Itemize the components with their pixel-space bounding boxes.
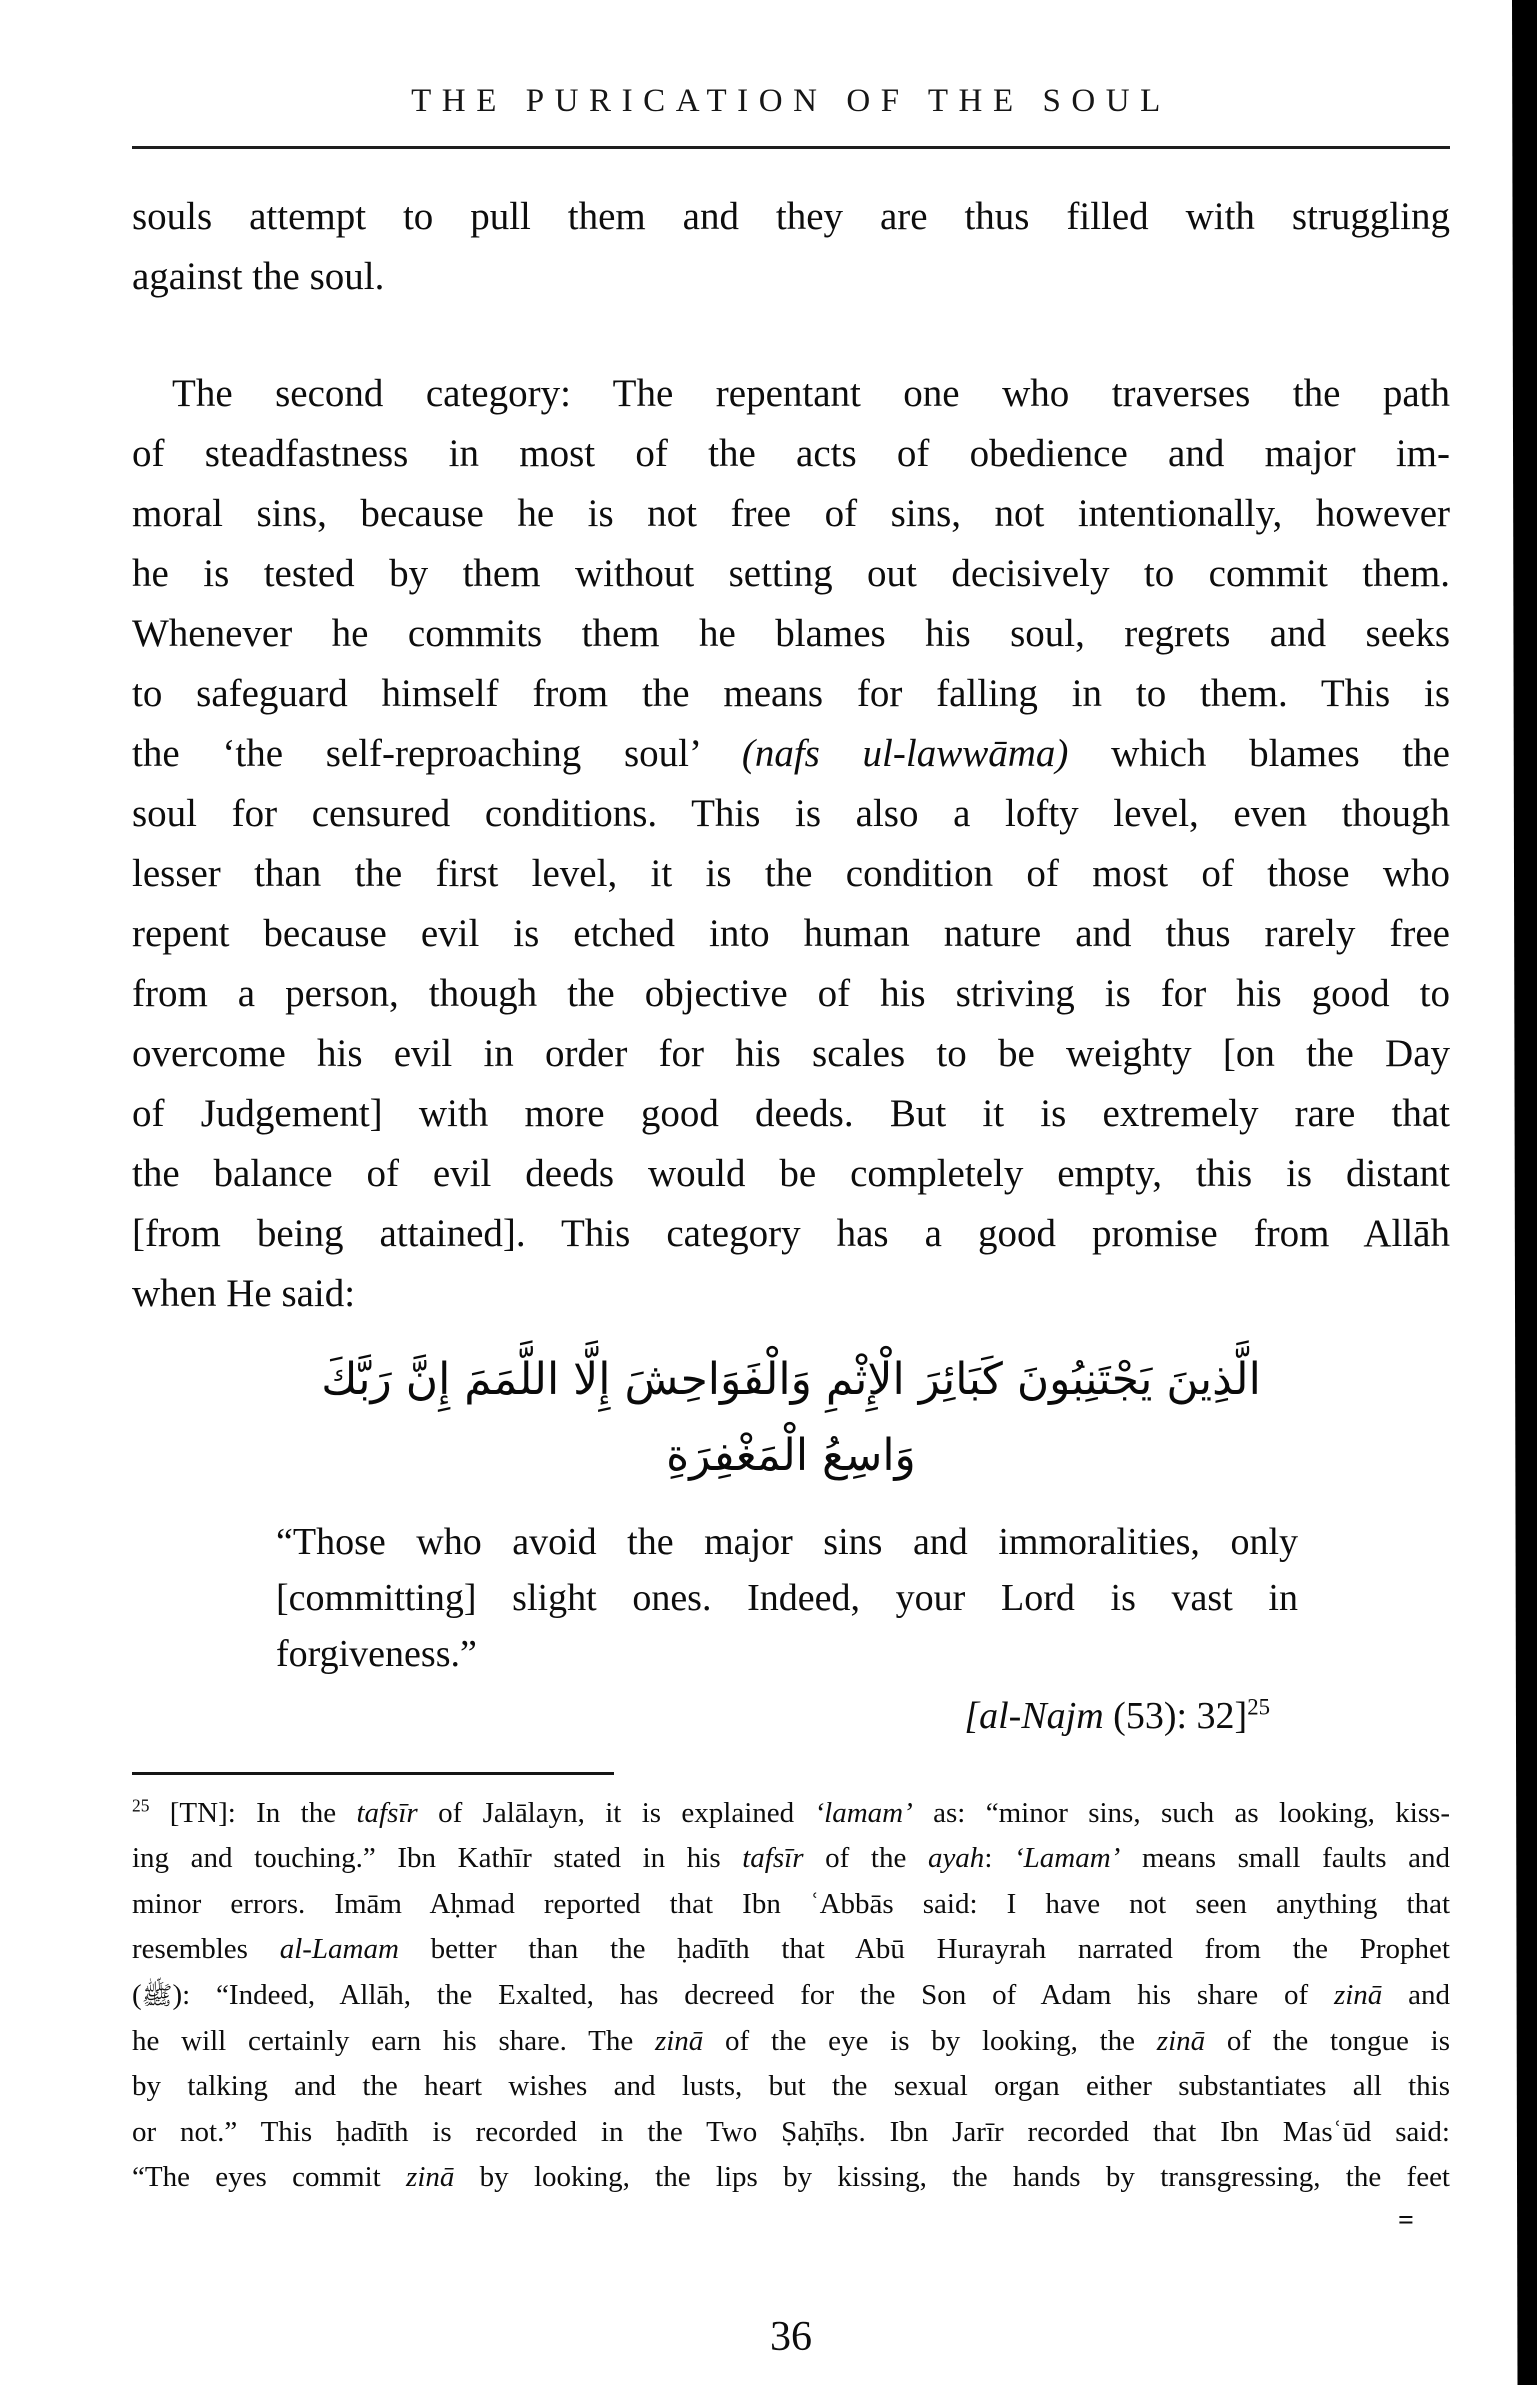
text-segment: of the tongue is xyxy=(1205,2025,1451,2058)
text-segment: tafsīr xyxy=(356,1797,418,1829)
text-segment: means small faults and xyxy=(1120,1842,1450,1875)
text-segment: of Judgement] with more good deeds. But it is extremely rare that xyxy=(132,1092,1450,1135)
text-segment: the balance of evil deeds would be completely empty, this is distant xyxy=(132,1152,1450,1195)
text-segment: the ‘the self-reproaching soul’ xyxy=(132,732,742,775)
text-segment: as: “minor sins, such as looking, kiss- xyxy=(912,1797,1451,1829)
text-line xyxy=(276,1514,1298,1570)
footnote-divider xyxy=(132,1772,614,1775)
text-segment: zinā xyxy=(654,2025,704,2058)
text-line xyxy=(132,1264,1450,1324)
text-segment: which blames the xyxy=(1068,732,1450,775)
text-segment: better than the ḥadīth that Abū Hurayrah narrated from the Prophet xyxy=(398,1933,1450,1966)
text-line xyxy=(276,1626,1298,1682)
text-segment: repent because evil is etched into human nature and thus rarely free xyxy=(132,912,1450,955)
text-segment: and xyxy=(1382,1978,1450,2011)
text-segment: (53): 32] xyxy=(1103,1695,1248,1737)
text-line xyxy=(132,1973,1450,2019)
text-segment: of steadfastness in most of the acts of obedience and major im- xyxy=(132,432,1450,475)
text-segment: he is tested by them without setting out decisively to commit them. xyxy=(132,552,1450,595)
text-segment: Whenever he commits them he blames his soul, regrets and seeks xyxy=(132,612,1450,655)
sallallahu-alayhi-wasallam-glyph: ﷺ xyxy=(141,1980,173,2011)
running-header: THE PURICATION OF THE SOUL xyxy=(411,83,1171,119)
verse-citation xyxy=(132,1688,1450,1744)
arabic-line-1: الَّذِينَ يَجْتَنِبُونَ كَبَائِرَ الْإِثْمِ وَالْفَوَاحِشَ إِلَّا اللَّمَمَ إِنَّ رَبَّكَ xyxy=(321,1354,1261,1405)
text-segment: 25 xyxy=(132,1795,150,1816)
text-line xyxy=(132,664,1450,724)
text-line xyxy=(132,604,1450,664)
text-segment: moral sins, because he is not free of sins, not intentionally, however xyxy=(132,492,1450,535)
text-segment: of Jalālayn, it is explained xyxy=(417,1797,815,1829)
text-line xyxy=(132,2110,1450,2155)
text-line xyxy=(132,1024,1450,1084)
text-segment: ayah xyxy=(927,1842,985,1875)
text-segment: to safeguard himself from the means for falling in to them. This is xyxy=(132,672,1450,715)
text-line xyxy=(132,964,1450,1024)
text-segment: lesser than the first level, it is the condition of most of those who xyxy=(132,852,1450,895)
text-line xyxy=(132,1144,1450,1204)
text-line xyxy=(132,1882,1450,1927)
text-segment: against the soul. xyxy=(132,255,385,298)
text-segment: ing and touching.” Ibn Kathīr stated in his xyxy=(132,1842,743,1875)
text-segment: overcome his evil in order for his scales to be weighty [on the Day xyxy=(132,1032,1450,1075)
text-line xyxy=(132,904,1450,964)
verse-translation xyxy=(132,1514,1450,1682)
text-segment: of the eye is by looking, the xyxy=(703,2025,1157,2058)
quran-verse-arabic xyxy=(132,1342,1450,1494)
text-line xyxy=(132,1204,1450,1264)
text-segment: soul for censured conditions. This is also a lofty level, even though xyxy=(132,792,1450,835)
text-line xyxy=(132,1927,1450,1972)
text-line xyxy=(132,1836,1450,1881)
text-segment: : xyxy=(984,1842,1014,1875)
text-line xyxy=(132,364,1450,424)
text-line xyxy=(132,187,1450,247)
text-line xyxy=(132,1084,1450,1144)
text-line xyxy=(132,2064,1450,2109)
scan-edge-artifact xyxy=(1512,0,1537,2385)
text-segment: souls attempt to pull them and they are thus filled with struggling xyxy=(132,195,1450,238)
text-segment: ‘Lamam’ xyxy=(1013,1842,1121,1875)
text-segment: ‘lamam’ xyxy=(814,1797,913,1829)
text-segment: by talking and the heart wishes and lusts, but the sexual organ either substantiates all this xyxy=(132,2070,1450,2103)
text-segment: zinā xyxy=(406,2161,455,2194)
text-line xyxy=(132,484,1450,544)
text-segment: ): “Indeed, Allāh, the Exalted, has decreed for the Son of Adam his share of xyxy=(172,1978,1334,2011)
text-segment: zinā xyxy=(1156,2025,1206,2058)
page-number: 36 xyxy=(770,2313,812,2360)
text-segment: from a person, though the objective of his striving is for his good to xyxy=(132,972,1450,1015)
text-segment: “Those who avoid the major sins and immoralities, only xyxy=(276,1521,1298,1563)
text-segment: or not.” This ḥadīth is recorded in the Two Ṣaḥīḥs. Ibn Jarīr recorded that Ibn Masʿūd said: xyxy=(132,2115,1450,2148)
text-line xyxy=(132,424,1450,484)
text-segment: [committing] slight ones. Indeed, your Lord is vast in xyxy=(276,1577,1298,1619)
text-segment: minor errors. Imām Aḥmad reported that Ibn ʿAbbās said: I have not seen anything that xyxy=(132,1887,1450,1920)
text-segment: 25 xyxy=(1247,1694,1270,1720)
header-rule xyxy=(132,146,1450,149)
text-segment: zinā xyxy=(1333,1978,1383,2011)
text-segment: tafsīr xyxy=(742,1842,804,1875)
text-segment: when He said: xyxy=(132,1272,356,1315)
text-segment: resembles xyxy=(132,1933,280,1966)
paragraph-one xyxy=(132,187,1450,307)
text-line xyxy=(276,1570,1298,1626)
text-segment: “The eyes commit xyxy=(132,2161,407,2194)
text-segment: (nafs ul-lawwāma) xyxy=(741,732,1069,775)
text-segment: of the xyxy=(803,1842,928,1875)
footnote-continuation-mark: = xyxy=(1398,2204,1414,2236)
text-segment: he will certainly earn his share. The xyxy=(132,2025,655,2058)
text-line xyxy=(132,1791,1450,1836)
text-segment: by looking, the lips by kissing, the hands by transgressing, the feet xyxy=(454,2161,1450,2194)
text-line xyxy=(132,2019,1450,2064)
paragraph-two xyxy=(132,364,1450,1324)
text-line xyxy=(132,247,1450,307)
text-segment: [TN]: In the xyxy=(149,1797,357,1829)
text-segment: [from being attained]. This category has a good promise from Allāh xyxy=(132,1212,1450,1255)
arabic-line-2: وَاسِعُ الْمَغْفِرَةِ xyxy=(666,1430,916,1481)
text-line xyxy=(132,724,1450,784)
text-segment: The second category: The repentant one who traverses the path xyxy=(172,372,1450,415)
text-segment: ( xyxy=(132,1978,142,2011)
page-content xyxy=(132,0,1450,2361)
text-line xyxy=(132,844,1450,904)
text-line xyxy=(132,544,1450,604)
text-segment: al-Lamam xyxy=(279,1933,399,1966)
footnote-25 xyxy=(132,1791,1450,2201)
text-line xyxy=(132,784,1450,844)
text-segment: forgiveness.” xyxy=(276,1633,477,1675)
text-line xyxy=(132,1688,1270,1744)
text-segment: [al-Najm xyxy=(964,1695,1104,1737)
text-line xyxy=(132,2155,1450,2200)
